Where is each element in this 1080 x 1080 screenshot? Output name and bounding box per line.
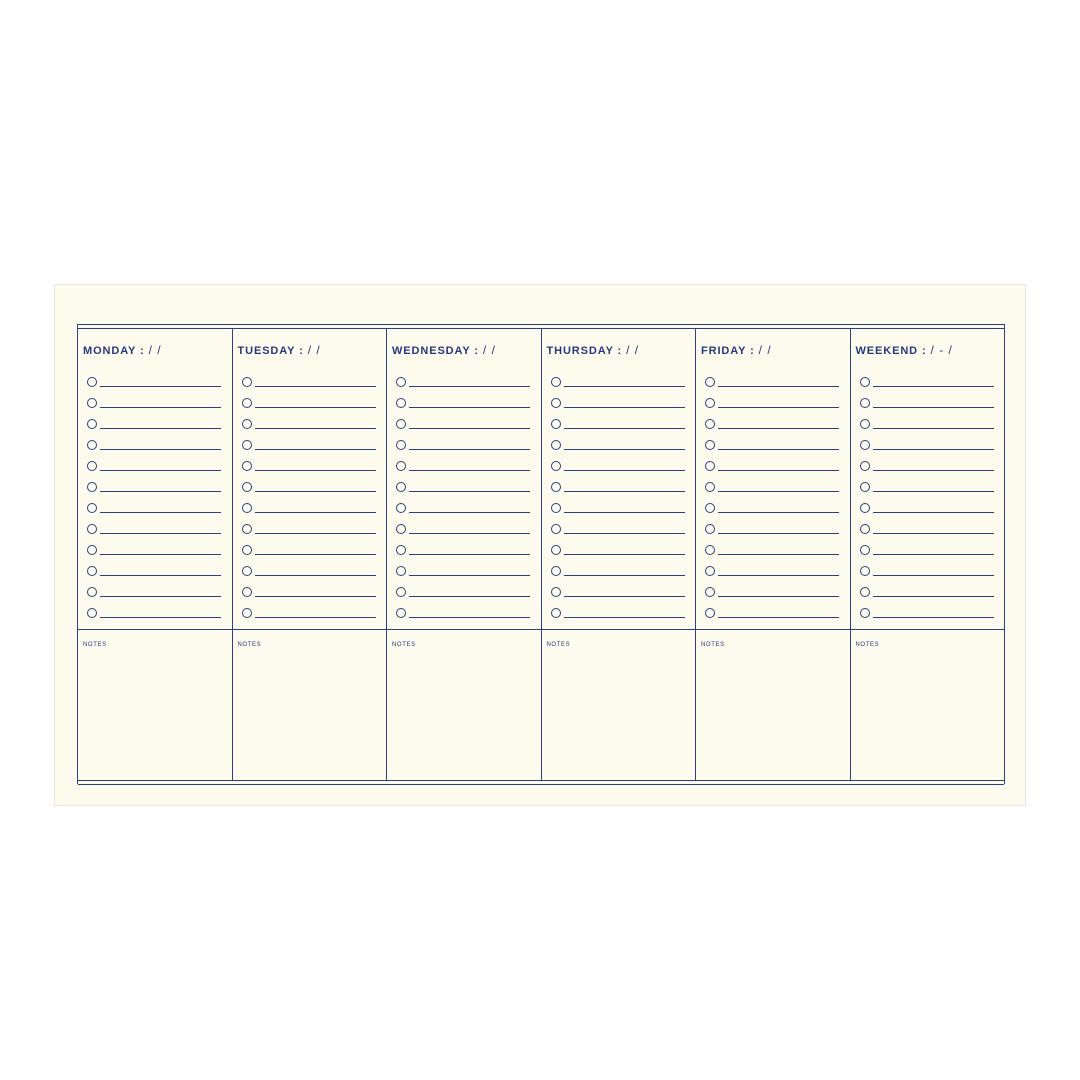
task-write-line[interactable] [100, 512, 221, 513]
task-row [705, 476, 839, 497]
task-list [87, 371, 221, 623]
task-row [396, 413, 530, 434]
task-write-line[interactable] [564, 596, 685, 597]
task-write-line[interactable] [564, 617, 685, 618]
task-row [551, 434, 685, 455]
task-checkbox-circle[interactable] [242, 545, 252, 555]
task-row [396, 371, 530, 392]
notes-area[interactable] [233, 651, 387, 780]
task-row [860, 476, 994, 497]
task-write-line[interactable] [100, 596, 221, 597]
task-row [242, 476, 376, 497]
top-double-rule-outer [78, 324, 1004, 325]
task-row [705, 560, 839, 581]
task-write-line[interactable] [100, 617, 221, 618]
task-row [551, 497, 685, 518]
task-write-line[interactable] [100, 407, 221, 408]
task-write-line[interactable] [255, 512, 376, 513]
task-checkbox-circle[interactable] [551, 503, 561, 513]
task-write-line[interactable] [564, 407, 685, 408]
task-row [87, 581, 221, 602]
task-write-line[interactable] [100, 491, 221, 492]
weekly-planner-grid [77, 324, 1005, 784]
task-checkbox-circle[interactable] [551, 545, 561, 555]
task-row [396, 476, 530, 497]
task-list [396, 371, 530, 623]
notes-area[interactable] [78, 651, 232, 780]
day-header [701, 343, 771, 357]
task-checkbox-circle[interactable] [705, 587, 715, 597]
task-write-line[interactable] [100, 533, 221, 534]
task-write-line[interactable] [718, 617, 839, 618]
task-row [705, 413, 839, 434]
task-checkbox-circle[interactable] [242, 503, 252, 513]
task-write-line[interactable] [255, 386, 376, 387]
task-row [860, 539, 994, 560]
task-checkbox-circle[interactable] [242, 566, 252, 576]
day-name: THURSDAY : [546, 345, 623, 357]
notes-area[interactable] [387, 651, 541, 780]
task-write-line[interactable] [873, 617, 994, 618]
task-checkbox-circle[interactable] [242, 440, 252, 450]
task-list [242, 371, 376, 623]
task-checkbox-circle[interactable] [87, 482, 97, 492]
task-write-line[interactable] [100, 428, 221, 429]
task-write-line[interactable] [255, 470, 376, 471]
task-write-line[interactable] [718, 470, 839, 471]
task-checkbox-circle[interactable] [705, 524, 715, 534]
task-checkbox-circle[interactable] [242, 524, 252, 534]
task-write-line[interactable] [255, 491, 376, 492]
task-write-line[interactable] [873, 575, 994, 576]
task-checkbox-circle[interactable] [860, 377, 870, 387]
task-write-line[interactable] [718, 491, 839, 492]
task-row [242, 581, 376, 602]
task-write-line[interactable] [409, 386, 530, 387]
task-checkbox-circle[interactable] [551, 377, 561, 387]
day-column-1 [78, 329, 233, 780]
day-name: MONDAY : [83, 345, 145, 357]
task-row [705, 602, 839, 623]
task-checkbox-circle[interactable] [551, 461, 561, 471]
task-row [551, 455, 685, 476]
task-checkbox-circle[interactable] [396, 587, 406, 597]
task-write-line[interactable] [564, 575, 685, 576]
task-write-line[interactable] [409, 449, 530, 450]
day-columns [78, 329, 1004, 780]
task-write-line[interactable] [564, 533, 685, 534]
task-checkbox-circle[interactable] [396, 545, 406, 555]
task-checkbox-circle[interactable] [87, 440, 97, 450]
task-checkbox-circle[interactable] [860, 524, 870, 534]
task-checkbox-circle[interactable] [396, 398, 406, 408]
task-write-line[interactable] [564, 491, 685, 492]
task-row [242, 455, 376, 476]
task-row [860, 497, 994, 518]
task-row [396, 518, 530, 539]
task-write-line[interactable] [718, 554, 839, 555]
task-checkbox-circle[interactable] [396, 461, 406, 471]
day-name: WEDNESDAY : [392, 345, 479, 357]
task-write-line[interactable] [873, 596, 994, 597]
task-row [860, 392, 994, 413]
task-row [551, 602, 685, 623]
task-row [551, 371, 685, 392]
task-row [242, 560, 376, 581]
task-checkbox-circle[interactable] [396, 482, 406, 492]
task-row [705, 539, 839, 560]
task-row [705, 518, 839, 539]
day-column-2 [233, 329, 388, 780]
task-write-line[interactable] [409, 491, 530, 492]
task-write-line[interactable] [255, 575, 376, 576]
task-write-line[interactable] [255, 449, 376, 450]
notes-area[interactable] [542, 651, 696, 780]
task-row [87, 371, 221, 392]
task-row [396, 497, 530, 518]
task-row [705, 371, 839, 392]
task-write-line[interactable] [718, 533, 839, 534]
task-row [551, 413, 685, 434]
day-column-6 [851, 329, 1005, 780]
day-header [83, 343, 161, 357]
task-row [705, 434, 839, 455]
notes-label: NOTES [701, 642, 725, 648]
task-row [242, 539, 376, 560]
task-row [551, 560, 685, 581]
day-name: WEEKEND : [855, 345, 927, 357]
task-write-line[interactable] [255, 533, 376, 534]
task-write-line[interactable] [409, 554, 530, 555]
task-checkbox-circle[interactable] [860, 398, 870, 408]
task-write-line[interactable] [718, 512, 839, 513]
task-write-line[interactable] [873, 386, 994, 387]
task-checkbox-circle[interactable] [860, 440, 870, 450]
day-header [856, 343, 952, 357]
task-checkbox-circle[interactable] [396, 566, 406, 576]
task-checkbox-circle[interactable] [705, 419, 715, 429]
task-row [396, 434, 530, 455]
notes-label: NOTES [546, 642, 571, 648]
task-list [705, 371, 839, 623]
task-checkbox-circle[interactable] [242, 377, 252, 387]
task-row [396, 455, 530, 476]
task-checkbox-circle[interactable] [860, 461, 870, 471]
task-row [551, 539, 685, 560]
task-checkbox-circle[interactable] [551, 440, 561, 450]
task-write-line[interactable] [409, 575, 530, 576]
task-checkbox-circle[interactable] [87, 398, 97, 408]
task-checkbox-circle[interactable] [860, 545, 870, 555]
task-checkbox-circle[interactable] [705, 608, 715, 618]
task-write-line[interactable] [564, 512, 685, 513]
task-row [242, 602, 376, 623]
task-row [860, 518, 994, 539]
task-write-line[interactable] [100, 449, 221, 450]
task-row [87, 560, 221, 581]
task-row [87, 497, 221, 518]
task-checkbox-circle[interactable] [705, 503, 715, 513]
task-checkbox-circle[interactable] [242, 398, 252, 408]
day-name: TUESDAY : [237, 345, 304, 357]
task-write-line[interactable] [409, 470, 530, 471]
task-row [396, 560, 530, 581]
task-checkbox-circle[interactable] [551, 587, 561, 597]
task-row [242, 497, 376, 518]
task-row [705, 581, 839, 602]
task-write-line[interactable] [873, 407, 994, 408]
task-row [242, 518, 376, 539]
task-row [396, 392, 530, 413]
task-checkbox-circle[interactable] [705, 566, 715, 576]
task-checkbox-circle[interactable] [705, 377, 715, 387]
task-write-line[interactable] [409, 512, 530, 513]
task-row [87, 413, 221, 434]
task-list [860, 371, 994, 623]
task-row [860, 434, 994, 455]
day-date-field[interactable]: / / [307, 343, 320, 357]
task-checkbox-circle[interactable] [396, 608, 406, 618]
task-write-line[interactable] [718, 449, 839, 450]
task-checkbox-circle[interactable] [242, 461, 252, 471]
task-row [705, 455, 839, 476]
task-row [860, 413, 994, 434]
task-checkbox-circle[interactable] [396, 419, 406, 429]
task-row [87, 455, 221, 476]
day-name: FRIDAY : [701, 345, 755, 357]
task-row [87, 602, 221, 623]
day-date-field[interactable]: / / [148, 343, 161, 357]
task-checkbox-circle[interactable] [551, 419, 561, 429]
day-header [238, 343, 320, 357]
task-row [242, 392, 376, 413]
task-checkbox-circle[interactable] [705, 398, 715, 408]
task-row [242, 413, 376, 434]
task-write-line[interactable] [873, 449, 994, 450]
task-row [396, 602, 530, 623]
notes-label: NOTES [83, 642, 107, 648]
task-checkbox-circle[interactable] [87, 524, 97, 534]
task-checkbox-circle[interactable] [242, 419, 252, 429]
task-write-line[interactable] [718, 428, 839, 429]
task-write-line[interactable] [564, 386, 685, 387]
task-write-line[interactable] [100, 554, 221, 555]
task-checkbox-circle[interactable] [87, 377, 97, 387]
task-row [860, 455, 994, 476]
notes-label: NOTES [855, 642, 880, 648]
task-checkbox-circle[interactable] [396, 377, 406, 387]
task-write-line[interactable] [255, 554, 376, 555]
task-list [551, 371, 685, 623]
task-write-line[interactable] [100, 470, 221, 471]
task-checkbox-circle[interactable] [551, 398, 561, 408]
task-checkbox-circle[interactable] [551, 608, 561, 618]
task-write-line[interactable] [873, 491, 994, 492]
task-checkbox-circle[interactable] [860, 482, 870, 492]
task-row [87, 434, 221, 455]
day-date-field[interactable]: / / [626, 343, 639, 357]
task-write-line[interactable] [873, 512, 994, 513]
task-write-line[interactable] [873, 428, 994, 429]
task-checkbox-circle[interactable] [860, 608, 870, 618]
notes-area[interactable] [696, 651, 850, 780]
day-date-field[interactable]: / / [482, 343, 495, 357]
task-row [860, 581, 994, 602]
task-checkbox-circle[interactable] [860, 587, 870, 597]
task-write-line[interactable] [409, 533, 530, 534]
task-checkbox-circle[interactable] [705, 482, 715, 492]
task-row [860, 560, 994, 581]
task-checkbox-circle[interactable] [551, 566, 561, 576]
task-write-line[interactable] [409, 617, 530, 618]
task-write-line[interactable] [718, 386, 839, 387]
task-write-line[interactable] [564, 449, 685, 450]
task-checkbox-circle[interactable] [87, 566, 97, 576]
notes-area[interactable] [851, 651, 1005, 780]
day-header [547, 343, 639, 357]
day-date-field[interactable]: / - / [930, 343, 952, 357]
task-checkbox-circle[interactable] [87, 545, 97, 555]
task-write-line[interactable] [409, 596, 530, 597]
task-write-line[interactable] [100, 575, 221, 576]
task-write-line[interactable] [100, 386, 221, 387]
task-write-line[interactable] [255, 407, 376, 408]
task-write-line[interactable] [873, 554, 994, 555]
task-write-line[interactable] [409, 407, 530, 408]
task-row [396, 539, 530, 560]
notes-label: NOTES [237, 642, 262, 648]
task-write-line[interactable] [873, 470, 994, 471]
task-checkbox-circle[interactable] [242, 482, 252, 492]
task-write-line[interactable] [564, 554, 685, 555]
task-checkbox-circle[interactable] [242, 587, 252, 597]
day-column-4 [542, 329, 697, 780]
task-row [551, 392, 685, 413]
task-write-line[interactable] [718, 575, 839, 576]
task-write-line[interactable] [718, 407, 839, 408]
notes-label: NOTES [392, 642, 416, 648]
task-checkbox-circle[interactable] [705, 545, 715, 555]
task-row [396, 581, 530, 602]
task-checkbox-circle[interactable] [87, 419, 97, 429]
task-checkbox-circle[interactable] [87, 587, 97, 597]
task-row [87, 476, 221, 497]
task-checkbox-circle[interactable] [87, 608, 97, 618]
task-row [860, 371, 994, 392]
task-row [242, 371, 376, 392]
task-checkbox-circle[interactable] [242, 608, 252, 618]
task-row [551, 518, 685, 539]
task-checkbox-circle[interactable] [705, 440, 715, 450]
task-row [705, 497, 839, 518]
task-row [551, 581, 685, 602]
task-checkbox-circle[interactable] [396, 524, 406, 534]
task-checkbox-circle[interactable] [860, 503, 870, 513]
task-checkbox-circle[interactable] [860, 419, 870, 429]
day-header [392, 343, 495, 357]
task-checkbox-circle[interactable] [860, 566, 870, 576]
task-checkbox-circle[interactable] [705, 461, 715, 471]
task-row [87, 539, 221, 560]
task-checkbox-circle[interactable] [396, 503, 406, 513]
day-date-field[interactable]: / / [758, 343, 771, 357]
task-write-line[interactable] [564, 470, 685, 471]
task-write-line[interactable] [255, 428, 376, 429]
task-row [705, 392, 839, 413]
planner-sheet [54, 284, 1026, 806]
task-row [242, 434, 376, 455]
task-write-line[interactable] [873, 533, 994, 534]
task-checkbox-circle[interactable] [87, 461, 97, 471]
task-row [551, 476, 685, 497]
task-write-line[interactable] [718, 596, 839, 597]
task-checkbox-circle[interactable] [396, 440, 406, 450]
task-row [860, 602, 994, 623]
task-checkbox-circle[interactable] [87, 503, 97, 513]
task-checkbox-circle[interactable] [551, 482, 561, 492]
task-write-line[interactable] [564, 428, 685, 429]
day-column-5 [696, 329, 851, 780]
task-row [87, 518, 221, 539]
bottom-double-rule-outer [78, 784, 1004, 785]
day-column-3 [387, 329, 542, 780]
task-write-line[interactable] [255, 617, 376, 618]
task-row [87, 392, 221, 413]
task-write-line[interactable] [255, 596, 376, 597]
task-checkbox-circle[interactable] [551, 524, 561, 534]
bottom-double-rule-inner [78, 780, 1004, 781]
task-write-line[interactable] [409, 428, 530, 429]
